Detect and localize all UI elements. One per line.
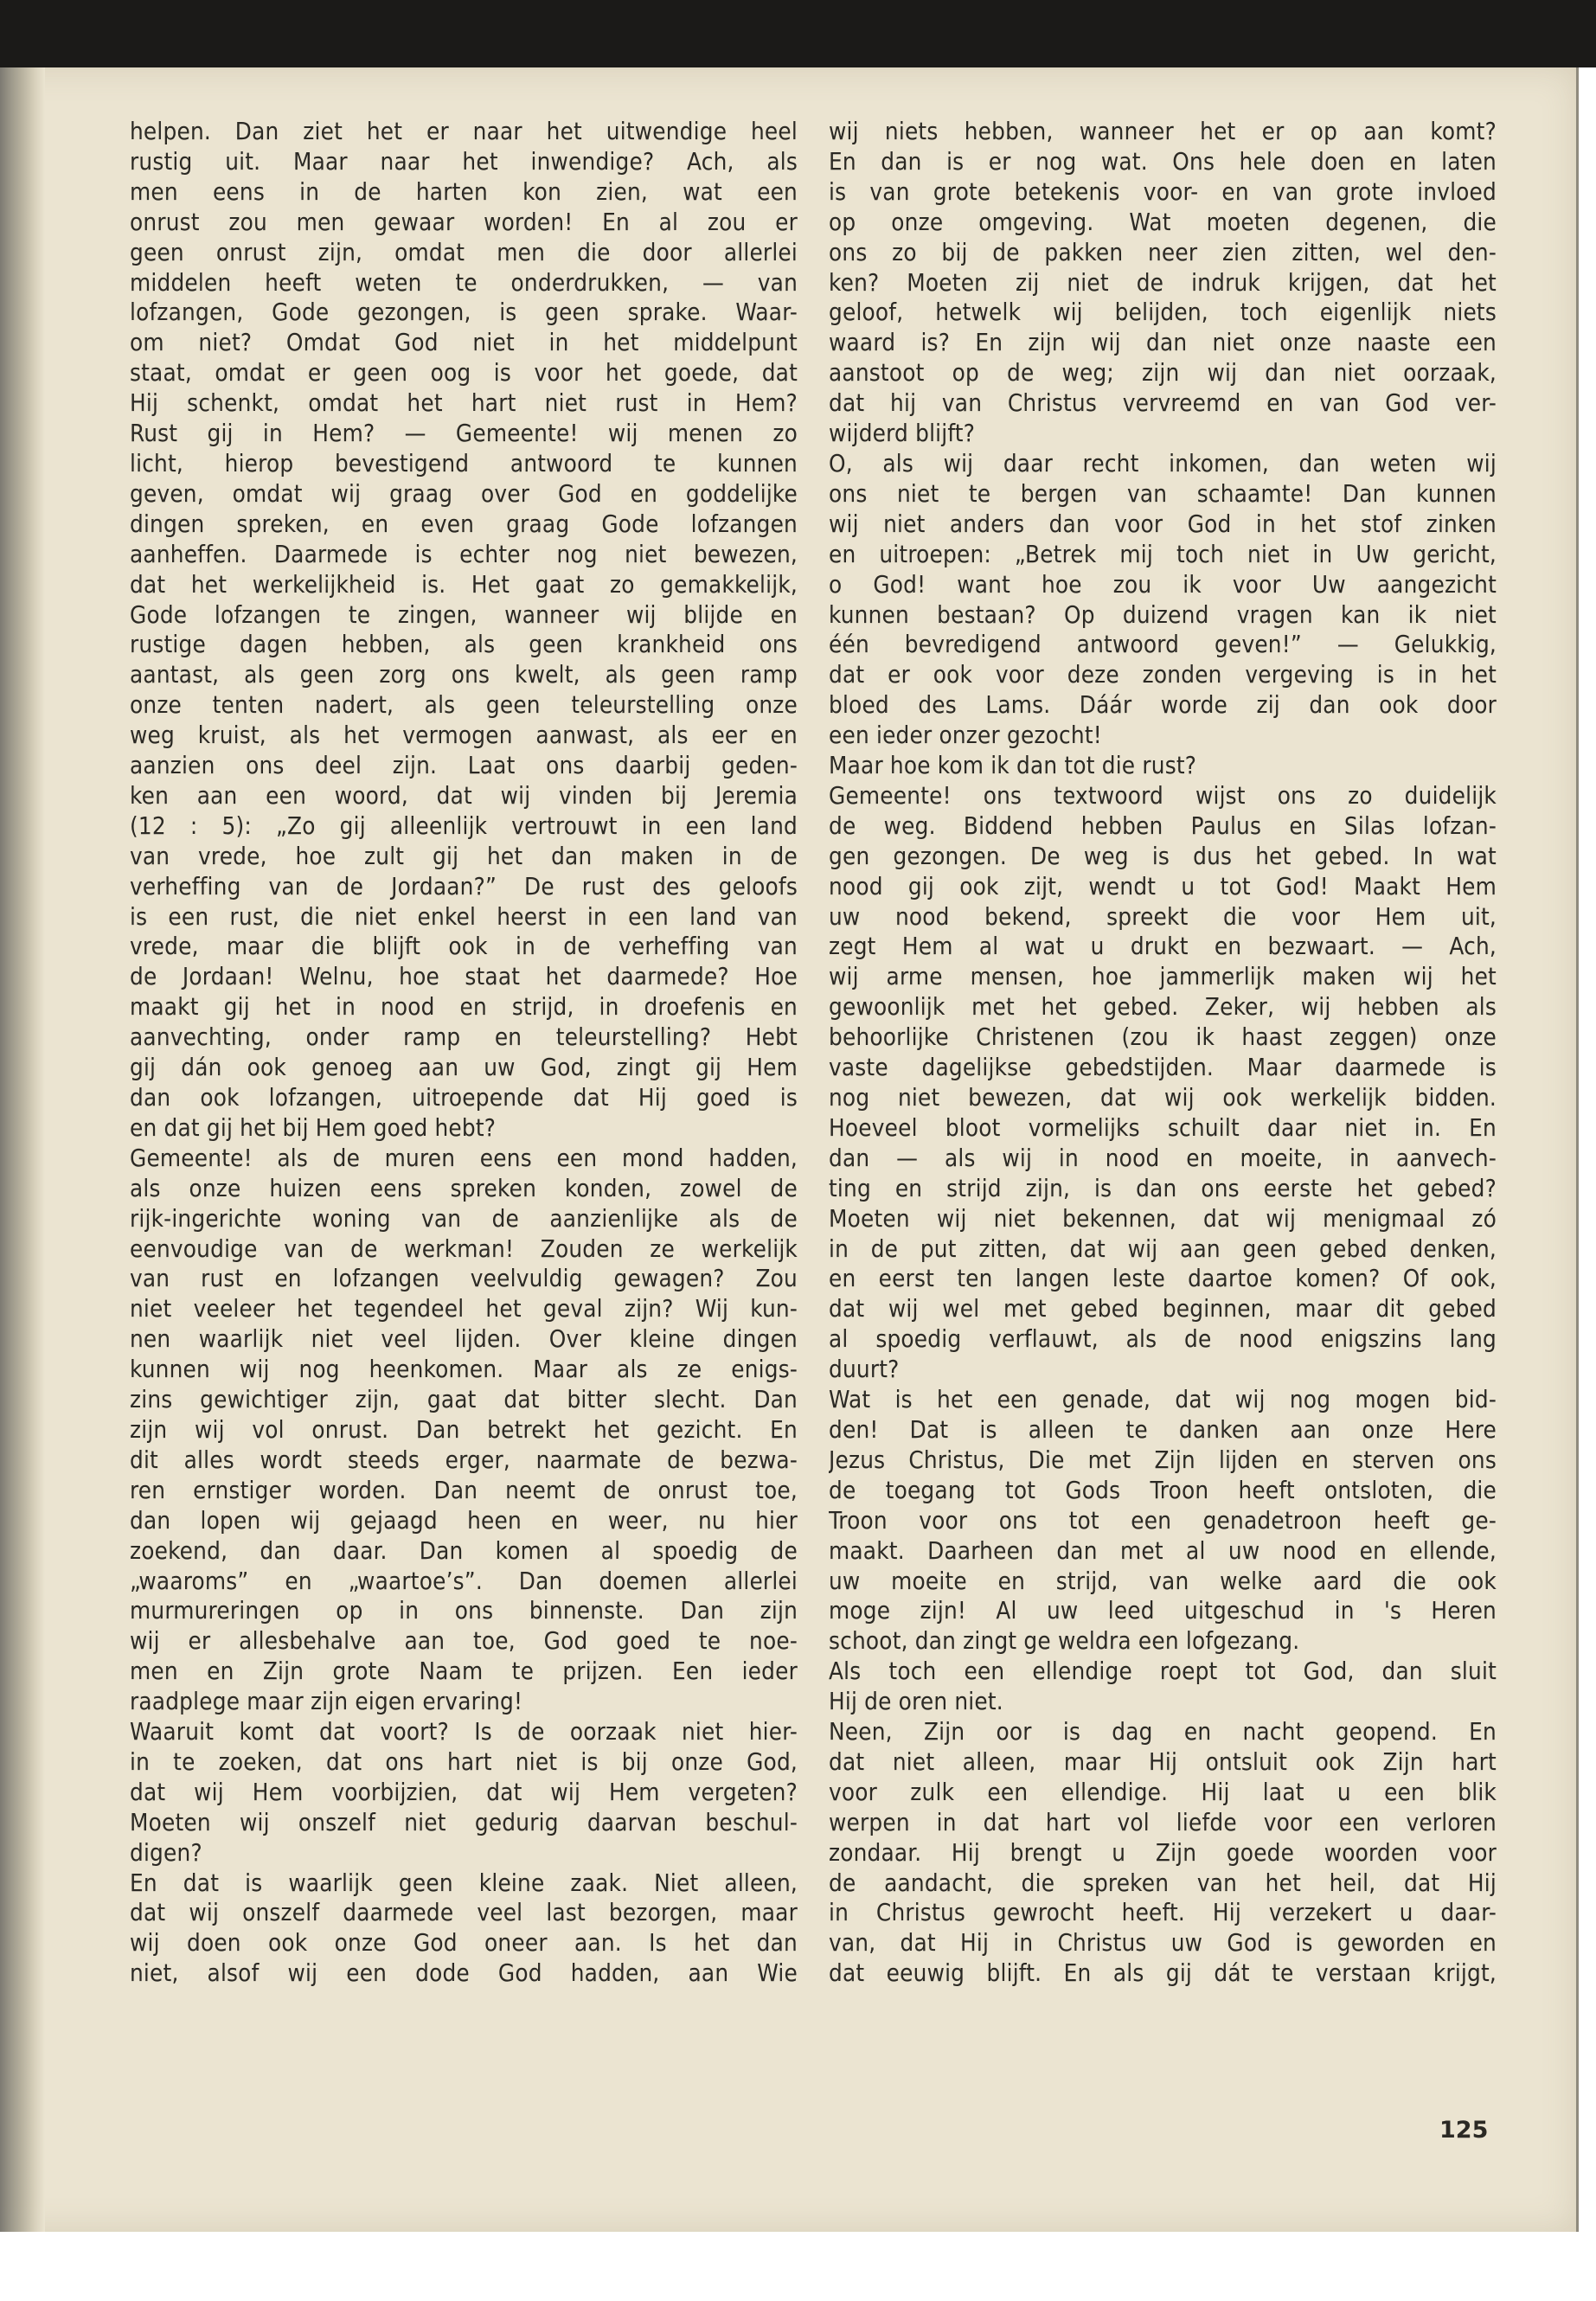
- text-line: Hij de oren niet.: [829, 1687, 1003, 1716]
- text-line: Hij schenkt, omdat het hart niet rust in Hem?: [130, 388, 798, 418]
- text-line: kunnen wij nog heenkomen. Maar als ze enigs-: [130, 1355, 798, 1384]
- text-line: wij doen ook onze God oneer aan. Is het dan: [130, 1928, 798, 1958]
- text-line: zoekend, dan daar. Dan komen al spoedig de: [130, 1535, 798, 1565]
- text-line: ren ernstiger worden. Dan neemt de onrust toe,: [130, 1475, 798, 1504]
- scan-top-border: [0, 0, 1596, 67]
- text-line: eenvoudige van de werkman! Zouden ze werkelijk: [130, 1234, 798, 1263]
- text-line: lofzangen, Gode gezongen, is geen sprake. Waar-: [130, 298, 798, 327]
- text-line: dit alles wordt steeds erger, naarmate de bezwa-: [130, 1445, 798, 1474]
- text-line: Gemeente! als de muren eens een mond hadden,: [130, 1143, 798, 1172]
- text-line: duurt?: [829, 1355, 900, 1384]
- text-line: een ieder onzer gezocht!: [829, 721, 1102, 750]
- text-line: uw nood bekend, spreekt die voor Hem uit,: [829, 901, 1497, 931]
- text-line: rustig uit. Maar naar het inwendige? Ach, als: [130, 146, 798, 176]
- text-line: in te zoeken, dat ons hart niet is bij onze God,: [130, 1747, 798, 1776]
- text-line: als onze huizen eens spreken konden, zowel de: [130, 1173, 798, 1202]
- text-line: rijk-ingerichte woning van de aanzienlijke als de: [130, 1203, 798, 1233]
- text-line: wijderd blijft?: [829, 419, 976, 448]
- text-line: Hoeveel bloot vormelijks schuilt daar niet in. En: [829, 1112, 1497, 1142]
- text-line: nood gij ook zijt, wendt u tot God! Maakt Hem: [829, 871, 1497, 901]
- text-line: behoorlijke Christenen (zou ik haast zeggen) onze: [829, 1022, 1497, 1052]
- text-line: men eens in de harten kon zien, wat een: [130, 176, 798, 206]
- text-line: zijn wij vol onrust. Dan betrekt het gezicht. En: [130, 1414, 798, 1444]
- text-line: digen?: [130, 1837, 202, 1867]
- text-line: dat wij onszelf daarmede veel last bezorgen, maar: [130, 1898, 798, 1927]
- text-line: onrust zou men gewaar worden! En al zou er: [130, 207, 798, 236]
- text-line: O, als wij daar recht inkomen, dan weten wij: [829, 448, 1497, 478]
- text-line: zondaar. Hij brengt u Zijn goede woorden voor: [829, 1837, 1497, 1867]
- text-line: om niet? Omdat God niet in het middelpunt: [130, 328, 798, 357]
- text-line: dingen spreken, en even graag Gode lofzangen: [130, 509, 798, 538]
- text-line: dat wij Hem voorbijzien, dat wij Hem vergeten?: [130, 1777, 798, 1806]
- text-line: onze tenten nadert, als geen teleurstelling onze: [130, 690, 798, 720]
- text-line: dan lopen wij gejaagd heen en weer, nu hier: [130, 1505, 798, 1535]
- text-line: den! Dat is alleen te danken aan onze Here: [829, 1414, 1497, 1444]
- text-line: en eerst ten langen leste daartoe komen? Of ook,: [829, 1264, 1497, 1293]
- text-line: aanstoot op de weg; zijn wij dan niet oorzaak,: [829, 358, 1497, 388]
- page-number: 125: [1439, 2117, 1489, 2144]
- text-line: in de put zitten, dat wij aan geen gebed denken,: [829, 1234, 1497, 1263]
- text-line: En dan is er nog wat. Ons hele doen en laten: [829, 146, 1497, 176]
- text-line: weg kruist, als het vermogen aanwast, als eer en: [130, 721, 798, 750]
- text-line: op onze omgeving. Wat moeten degenen, die: [829, 207, 1497, 236]
- text-line: maakt gij het in nood en strijd, in droefenis en: [130, 992, 798, 1022]
- text-line: Troon voor ons tot een genadetroon heeft ge-: [829, 1505, 1497, 1535]
- text-line: wij niet anders dan voor God in het stof zinken: [829, 509, 1497, 538]
- text-line: (12 : 5): „Zo gij alleenlijk vertrouwt in een land: [130, 811, 798, 840]
- text-line: kunnen bestaan? Op duizend vragen kan ik niet: [829, 599, 1497, 629]
- text-line: Gemeente! ons textwoord wijst ons zo duidelijk: [829, 780, 1497, 810]
- text-line: Moeten wij niet bekennen, dat wij menigmaal zó: [829, 1203, 1497, 1233]
- text-line: Waaruit komt dat voort? Is de oorzaak niet hier-: [130, 1717, 798, 1747]
- text-line: de aandacht, die spreken van het heil, dat Hij: [829, 1868, 1497, 1897]
- text-line: schoot, dan zingt ge weldra een lofgezang.: [829, 1626, 1300, 1656]
- text-line: aanzien ons deel zijn. Laat ons daarbij geden-: [130, 751, 798, 780]
- text-line: dat het werkelijkheid is. Het gaat zo gemakkelijk,: [130, 569, 798, 599]
- text-line: geen onrust zijn, omdat men die door allerlei: [130, 237, 798, 266]
- text-line: dat wij wel met gebed beginnen, maar dit gebed: [829, 1294, 1497, 1324]
- text-line: gen gezongen. De weg is dus het gebed. In wat: [829, 841, 1497, 870]
- text-line: vaste dagelijkse gebedstijden. Maar daarmede is: [829, 1053, 1497, 1082]
- text-line: wij niets hebben, wanneer het er op aan komt?: [829, 117, 1497, 145]
- text-column-right: [829, 117, 1497, 2141]
- text-line: helpen. Dan ziet het er naar het uitwendige heel: [130, 117, 798, 145]
- text-line: bloed des Lams. Dáár worde zij dan ook door: [829, 690, 1497, 720]
- text-line: en dat gij het bij Hem goed hebt?: [130, 1112, 497, 1142]
- text-line: vrede, maar die blijft ook in de verheffing van: [130, 932, 798, 961]
- text-line: dat er ook voor deze zonden vergeving is in het: [829, 660, 1497, 689]
- text-line: middelen heeft weten te onderdrukken, — van: [130, 267, 798, 297]
- text-line: de toegang tot Gods Troon heeft ontsloten, die: [829, 1475, 1497, 1504]
- text-line: aanheffen. Daarmede is echter nog niet bewezen,: [130, 539, 798, 568]
- text-line: dat eeuwig blijft. En als gij dát te verstaan krijgt,: [829, 1958, 1497, 1988]
- scan-bottom-margin: [0, 2232, 1596, 2301]
- text-line: verheffing van de Jordaan?” De rust des geloofs: [130, 871, 798, 901]
- text-line: werpen in dat hart vol liefde voor een verloren: [829, 1807, 1497, 1836]
- text-line: van vrede, hoe zult gij het dan maken in de: [130, 841, 798, 870]
- text-line: Moeten wij onszelf niet gedurig daarvan beschul-: [130, 1807, 798, 1836]
- text-line: één bevredigend antwoord geven!” — Gelukkig,: [829, 630, 1497, 659]
- text-line: raadplege maar zijn eigen ervaring!: [130, 1687, 523, 1716]
- text-line: men en Zijn grote Naam te prijzen. Een ieder: [130, 1657, 798, 1686]
- text-line: niet, alsof wij een dode God hadden, aan Wie: [130, 1958, 798, 1988]
- page-binding-shadow: [0, 67, 45, 2232]
- text-line: ons zo bij de pakken neer zien zitten, wel den-: [829, 237, 1497, 266]
- text-line: nen waarlijk niet veel lijden. Over kleine dingen: [130, 1324, 798, 1354]
- text-line: Als toch een ellendige roept tot God, dan sluit: [829, 1657, 1497, 1686]
- text-line: waard is? En zijn wij dan niet onze naaste een: [829, 328, 1497, 357]
- text-line: geven, omdat wij graag over God en goddelijke: [130, 478, 798, 508]
- text-line: ons niet te bergen van schaamte! Dan kunnen: [829, 478, 1497, 508]
- text-line: zins gewichtiger zijn, gaat dat bitter slecht. Dan: [130, 1385, 798, 1414]
- text-line: gewoonlijk met het gebed. Zeker, wij hebben als: [829, 992, 1497, 1022]
- text-line: Gode lofzangen te zingen, wanneer wij blijde en: [130, 599, 798, 629]
- text-line: rustige dagen hebben, als geen krankheid ons: [130, 630, 798, 659]
- text-line: licht, hierop bevestigend antwoord te kunnen: [130, 448, 798, 478]
- text-line: dat hij van Christus vervreemd en van God ver-: [829, 388, 1497, 418]
- text-line: ken aan een woord, dat wij vinden bij Jeremia: [130, 780, 798, 810]
- text-line: van rust en lofzangen veelvuldig gewagen? Zou: [130, 1264, 798, 1293]
- text-line: Jezus Christus, Die met Zijn lijden en sterven ons: [829, 1445, 1497, 1474]
- text-line: dan — als wij in nood en moeite, in aanvech-: [829, 1143, 1497, 1172]
- text-line: aanvechting, onder ramp en teleurstelling? Hebt: [130, 1022, 798, 1052]
- text-line: gij dán ook genoeg aan uw God, zingt gij Hem: [130, 1053, 798, 1082]
- text-line: murmureringen op in ons binnenste. Dan zijn: [130, 1596, 798, 1625]
- text-line: „waaroms” en „waartoe’s”. Dan doemen allerlei: [130, 1566, 798, 1595]
- text-line: in Christus gewrocht heeft. Hij verzekert u daar-: [829, 1898, 1497, 1927]
- text-line: wij arme mensen, hoe jammerlijk maken wij het: [829, 962, 1497, 991]
- text-line: maakt. Daarheen dan met al uw nood en ellende,: [829, 1535, 1497, 1565]
- text-line: staat, omdat er geen oog is voor het goede, dat: [130, 358, 798, 388]
- text-line: o God! want hoe zou ik voor Uw aangezicht: [829, 569, 1497, 599]
- text-line: nog niet bewezen, dat wij ook werkelijk bidden.: [829, 1083, 1497, 1112]
- text-line: geloof, hetwelk wij belijden, toch eigenlijk niets: [829, 298, 1497, 327]
- text-line: Rust gij in Hem? — Gemeente! wij menen zo: [130, 419, 798, 448]
- text-line: zegt Hem al wat u drukt en bezwaart. — Ach,: [829, 932, 1497, 961]
- text-line: voor zulk een ellendige. Hij laat u een blik: [829, 1777, 1497, 1806]
- text-line: En dat is waarlijk geen kleine zaak. Niet alleen,: [130, 1868, 798, 1897]
- text-line: wij er allesbehalve aan toe, God goed te noe-: [130, 1626, 798, 1656]
- text-line: aantast, als geen zorg ons kwelt, als geen ramp: [130, 660, 798, 689]
- text-line: dan ook lofzangen, uitroepende dat Hij goed is: [130, 1083, 798, 1112]
- text-line: Neen, Zijn oor is dag en nacht geopend. En: [829, 1717, 1497, 1747]
- text-line: Maar hoe kom ik dan tot die rust?: [829, 751, 1197, 780]
- text-line: moge zijn! Al uw leed uitgeschud in 's Heren: [829, 1596, 1497, 1625]
- text-column-left: [130, 117, 798, 2141]
- text-line: Wat is het een genade, dat wij nog mogen bid-: [829, 1385, 1497, 1414]
- text-line: is een rust, die niet enkel heerst in een land van: [130, 901, 798, 931]
- text-line: uw moeite en strijd, van welke aard die ook: [829, 1566, 1497, 1595]
- text-line: dat niet alleen, maar Hij ontsluit ook Zijn hart: [829, 1747, 1497, 1776]
- text-line: en uitroepen: „Betrek mij toch niet in Uw gericht,: [829, 539, 1497, 568]
- text-line: is van grote betekenis voor- en van grote invloed: [829, 176, 1497, 206]
- text-line: al spoedig verflauwt, als de nood enigszins lang: [829, 1324, 1497, 1354]
- text-line: de weg. Biddend hebben Paulus en Silas lofzan-: [829, 811, 1497, 840]
- text-line: de Jordaan! Welnu, hoe staat het daarmede? Hoe: [130, 962, 798, 991]
- text-line: van, dat Hij in Christus uw God is geworden en: [829, 1928, 1497, 1958]
- text-line: ken? Moeten zij niet de indruk krijgen, dat het: [829, 267, 1497, 297]
- text-line: niet veeleer het tegendeel het geval zijn? Wij kun-: [130, 1294, 798, 1324]
- text-line: ting en strijd zijn, is dan ons eerste het gebed?: [829, 1173, 1497, 1202]
